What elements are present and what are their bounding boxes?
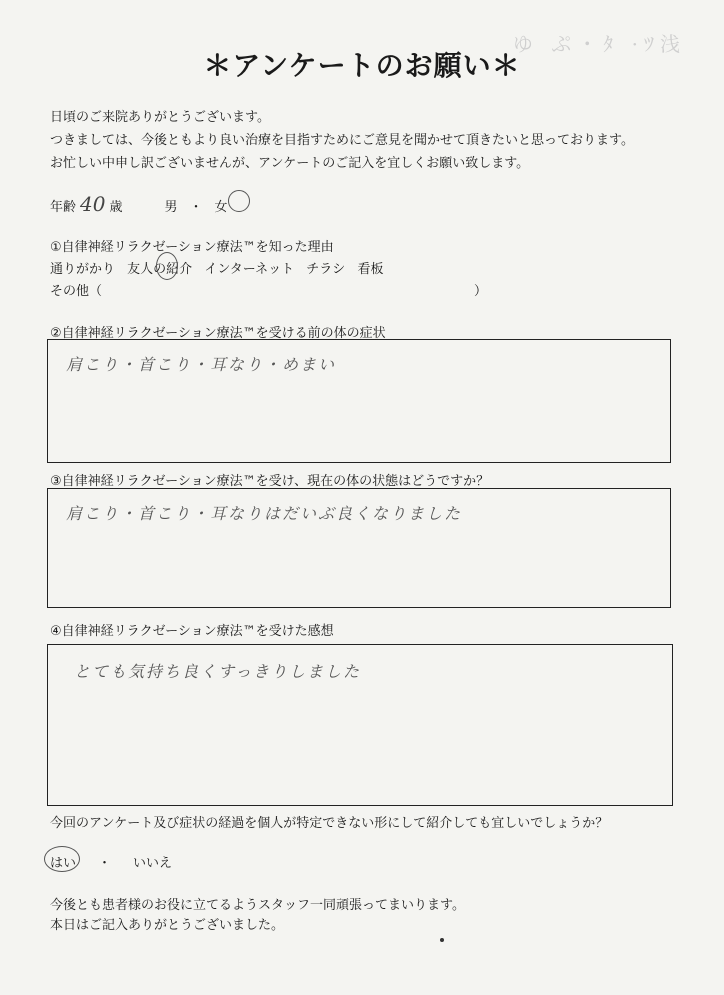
- option-friend-referral[interactable]: 友人の紹介: [127, 262, 193, 277]
- question-1-label: ①自律神経リラクゼーション療法™を知った理由: [50, 240, 334, 255]
- intro-line: 日頃のご来院ありがとうございます。: [50, 110, 270, 125]
- consent-yes-selected-circle: [44, 846, 80, 872]
- gender-separator: ・: [189, 200, 203, 215]
- question-2-label: ②自律神経リラクゼーション療法™を受ける前の体の症状: [50, 326, 386, 341]
- age-label: 年齢: [50, 200, 77, 215]
- age-unit: 歳: [109, 200, 123, 215]
- closing-line: 今後とも患者様のお役に立てるようスタッフ一同頑張ってまいります。: [50, 898, 465, 913]
- intro-text: [50, 106, 634, 175]
- closing-line: 本日はご記入ありがとうございました。: [50, 918, 285, 933]
- consent-question: 今回のアンケート及び症状の経過を個人が特定できない形にして紹介しても宜しいでしょうか？: [50, 816, 609, 831]
- age-value[interactable]: 40: [80, 192, 106, 216]
- question-4-label: ④自律神経リラクゼーション療法™を受けた感想: [50, 624, 334, 639]
- question-2-answer: 肩こり・首こり・耳なり・めまい: [66, 355, 337, 374]
- question-3-answer-box[interactable]: [47, 488, 671, 608]
- option-signboard[interactable]: 看板: [357, 262, 384, 277]
- option-internet[interactable]: インターネット: [204, 262, 295, 277]
- gender-male-option[interactable]: 男: [164, 200, 178, 215]
- option-other-label[interactable]: その他（: [50, 284, 103, 299]
- page-title: ＊アンケートのお願い＊: [203, 49, 521, 82]
- consent-yes-option[interactable]: はい: [50, 856, 77, 871]
- option-flyer[interactable]: チラシ: [306, 262, 346, 277]
- question-2-answer-box[interactable]: [47, 339, 671, 463]
- faint-handwritten-header: ゆ ぷ・ﾀ ·ﾂ浅: [512, 32, 686, 56]
- intro-line: つきましては、今後ともより良い治療を目指すためにご意見を聞かせて頂きたいと思っております。: [50, 133, 634, 148]
- closing-text: [50, 896, 465, 936]
- question-4-answer: とても気持ち良くすっきりしました: [74, 662, 362, 681]
- age-gender-row: [50, 192, 228, 216]
- option-other-close: ）: [474, 284, 488, 299]
- stray-mark: [440, 938, 444, 942]
- intro-line: お忙しい中申し訳ございませんが、アンケートのご記入を宜しくお願い致します。: [50, 156, 530, 171]
- consent-no-option[interactable]: いいえ: [133, 856, 173, 871]
- gender-female-option[interactable]: 女: [214, 200, 228, 215]
- consent-separator: ・: [98, 856, 112, 871]
- question-3-answer: 肩こり・首こり・耳なりはだいぶ良くなりました: [66, 504, 463, 523]
- option-passing-by[interactable]: 通りがかり: [50, 262, 116, 277]
- question-3-label: ③自律神経リラクゼーション療法™を受け、現在の体の状態はどうですか？: [50, 474, 490, 489]
- friend-referral-selected-circle: [156, 252, 178, 280]
- female-selected-circle: [228, 190, 250, 212]
- question-1-options: [50, 258, 383, 277]
- question-4-answer-box[interactable]: [47, 644, 673, 806]
